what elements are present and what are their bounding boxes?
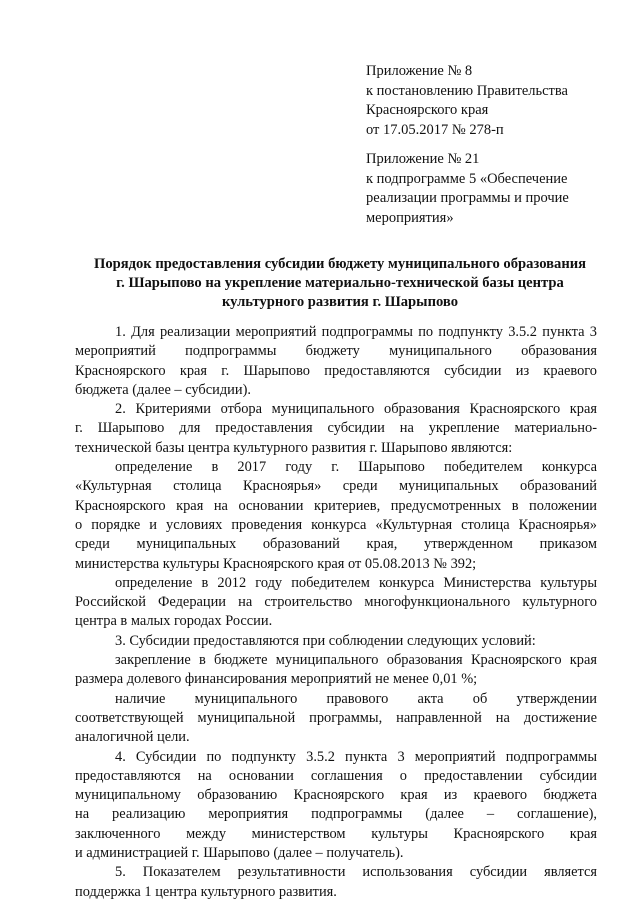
appendix-21-block [366, 150, 616, 228]
body-line: г. Шарыпово для предоставления субсидии на укрепление материально- [75, 420, 597, 437]
appendix-21-line: к подпрограмме 5 «Обеспечение [366, 170, 568, 187]
document-body [75, 323, 597, 902]
appendix-8-block [366, 62, 616, 140]
appendix-21-line: Приложение № 21 [366, 151, 480, 167]
appendix-8-line: Красноярского края [366, 102, 489, 118]
body-line: размера долевого финансирования мероприятий не менее 0,01 %; [75, 671, 478, 688]
body-line: предоставляются на основании соглашения о предоставлении субсидии [75, 767, 597, 784]
body-line: Красноярского края на основании критериев, предусмотренных в положении [75, 497, 597, 514]
document-title [60, 255, 620, 312]
body-line: Российской Федерации на строительство многофункционального культурного [75, 594, 597, 611]
title-line: г. Шарыпово на укрепление материально-технической базы центра [116, 275, 564, 291]
appendix-21-line: реализации программы и прочие [366, 190, 569, 206]
body-line: соответствующей муниципальной программы, направленной на достижение [75, 709, 597, 726]
body-line: о порядке и условиях проведения конкурса «Культурная столица Красноярья» [75, 516, 597, 533]
title-line: Порядок предоставления субсидии бюджету муниципального образования [93, 256, 587, 272]
body-line: 3. Субсидии предоставляются при соблюдении следующих условий: [115, 632, 536, 649]
body-line: 4. Субсидии по подпункту 3.5.2 пункта 3 мероприятий подпрограммы [115, 748, 597, 765]
body-line: определение в 2012 году победителем конкурса Министерства культуры [115, 574, 597, 591]
body-line: бюджета (далее – субсидии). [75, 381, 251, 398]
body-line: мероприятий подпрограммы бюджету муниципального образования [75, 343, 597, 360]
appendix-21-line: мероприятия» [366, 209, 454, 226]
body-line: закрепление в бюджете муниципального образования Красноярского края [115, 652, 597, 669]
body-line: на реализацию мероприятия подпрограммы (далее – соглашение), [75, 806, 597, 823]
body-line: 1. Для реализации мероприятий подпрограммы по подпункту 3.5.2 пункта 3 [115, 324, 597, 340]
appendix-8-line: Приложение № 8 [366, 63, 473, 79]
title-line: культурного развития г. Шарыпово [221, 294, 458, 310]
appendix-8-line: от 17.05.2017 № 278-п [366, 121, 504, 138]
body-line: 2. Критериями отбора муниципального образования Красноярского края [115, 401, 597, 418]
body-line: центра в малых городах России. [75, 613, 273, 630]
body-line: муниципальному образованию Красноярского края из краевого бюджета [75, 787, 597, 804]
body-line: определение в 2017 году г. Шарыпово победителем конкурса [115, 459, 597, 476]
body-line: министерства культуры Красноярского края от 05.08.2013 № 392; [75, 555, 477, 572]
body-line: поддержка 1 центра культурного развития. [75, 883, 337, 900]
body-line: аналогичной цели. [75, 729, 190, 746]
appendix-8-line: к постановлению Правительства [366, 82, 568, 99]
body-line: технической базы центра культурного развития г. Шарыпово являются: [75, 439, 513, 456]
body-line: среди муниципальных образований края, утвержденном приказом [75, 536, 597, 553]
body-line: «Культурная столица Красноярья» среди муниципальных образований [75, 478, 597, 495]
body-line: и администрацией г. Шарыпово (далее – получатель). [75, 845, 404, 862]
body-line: заключенного между министерством культуры Красноярского края [75, 825, 597, 842]
body-line: 5. Показателем результативности использования субсидии является [115, 864, 597, 881]
body-line: Красноярского края г. Шарыпово предоставляются субсидии из краевого [75, 362, 597, 379]
body-line: наличие муниципального правового акта об утверждении [115, 690, 597, 707]
